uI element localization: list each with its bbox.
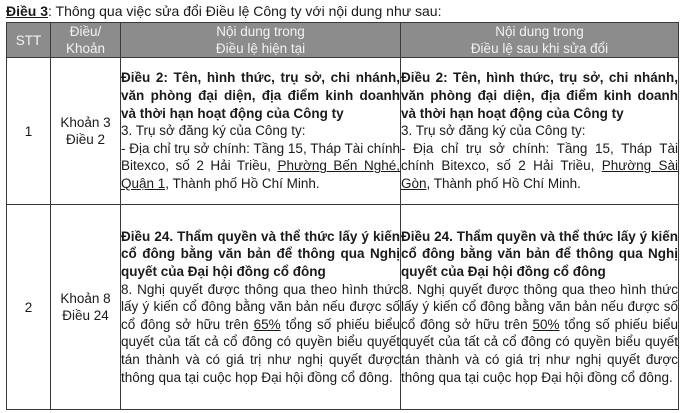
heading-label: Điều 3: [6, 3, 49, 19]
article-title: Điều 2: Tên, hình thức, trụ sở, chi nhánh, văn phòng đại diện, địa điểm kinh doanh và thời hạn hoạt động của Công ty: [401, 70, 678, 121]
row-clause: Khoản 8 Điều 24: [51, 205, 121, 410]
header-stt: STT: [7, 23, 51, 58]
table-row: [7, 205, 679, 410]
article-title: Điều 24. Thẩm quyền và thể thức lấy ý kiến cổ đông bằng văn bản để thông qua Nghị quyết của Đại hội đồng cổ đông: [121, 228, 400, 280]
address-text: - Địa chỉ trụ sở chính: Tầng 15, Tháp Tài chính Bitexco, số 2 Hải Triều, Phường Bến Nghé, Quận 1, Thành phố Hồ Chí Minh.: [121, 140, 401, 191]
amended-content-cell: [401, 205, 679, 410]
header-clause: Điều/ Khoản: [51, 23, 121, 58]
changed-text: Phường Bến Nghé, Quận 1,: [121, 158, 400, 191]
table-row: [7, 58, 679, 205]
row-clause: Khoản 3 Điều 2: [51, 58, 121, 205]
row-stt: 1: [7, 58, 51, 205]
address-text: - Địa chỉ trụ sở chính: Tầng 15, Tháp Tài chính Bitexco, số 2 Hải Triều, Phường Sài Gòn, Thành phố Hồ Chí Minh.: [401, 140, 678, 191]
section-heading: [6, 2, 441, 20]
article-title: Điều 2: Tên, hình thức, trụ sở, chi nhánh, văn phòng đại diện, địa điểm kinh doanh và thời hạn hoạt động của Công ty: [121, 70, 400, 121]
changed-text: 65%: [253, 316, 281, 332]
table-header-row: [7, 23, 679, 58]
current-content-cell: [121, 205, 401, 410]
row-stt: 2: [7, 205, 51, 410]
amended-content-cell: [401, 58, 679, 205]
header-current-content: Nội dung trong Điều lệ hiện tại: [121, 23, 401, 58]
resolution-text: 8. Nghị quyết được thông qua theo hình thức lấy ý kiến cổ đông bằng văn bản nếu được số cổ đông sở hữu trên 50% tổng số phiếu biểu quyết của tất cả cổ đông có quyền biểu quyết tán thành và có giá trị như nghị quyết được thông qua tại cuộc họp Đại hội đồng cổ đông.: [401, 281, 678, 385]
amendment-table: [6, 22, 679, 410]
article-title: Điều 24. Thẩm quyền và thể thức lấy ý kiến cổ đông bằng văn bản để thông qua Nghị quyết của Đại hội đồng cổ đông: [401, 228, 678, 280]
resolution-text: 8. Nghị quyết được thông qua theo hình thức lấy ý kiến cổ đông bằng văn bản nếu được số cổ đông sở hữu trên 65% tổng số phiếu biểu quyết của tất cả cổ đông có quyền biểu quyết tán thành và có giá trị như nghị quyết được thông qua tại cuộc họp Đại hội đồng cổ đông.: [121, 281, 400, 385]
heading-text: : Thông qua việc sửa đổi Điều lệ Công ty với nội dung như sau:: [48, 3, 442, 19]
changed-text: 50%: [532, 316, 560, 332]
item-text: 3. Trụ sở đăng ký của Công ty:: [121, 123, 306, 139]
changed-text: Phường Sài Gòn: [401, 158, 678, 191]
header-amended-content: Nội dung trong Điều lệ sau khi sửa đổi: [401, 23, 679, 58]
current-content-cell: [121, 58, 401, 205]
item-text: 3. Trụ sở đăng ký của Công ty:: [401, 123, 586, 139]
